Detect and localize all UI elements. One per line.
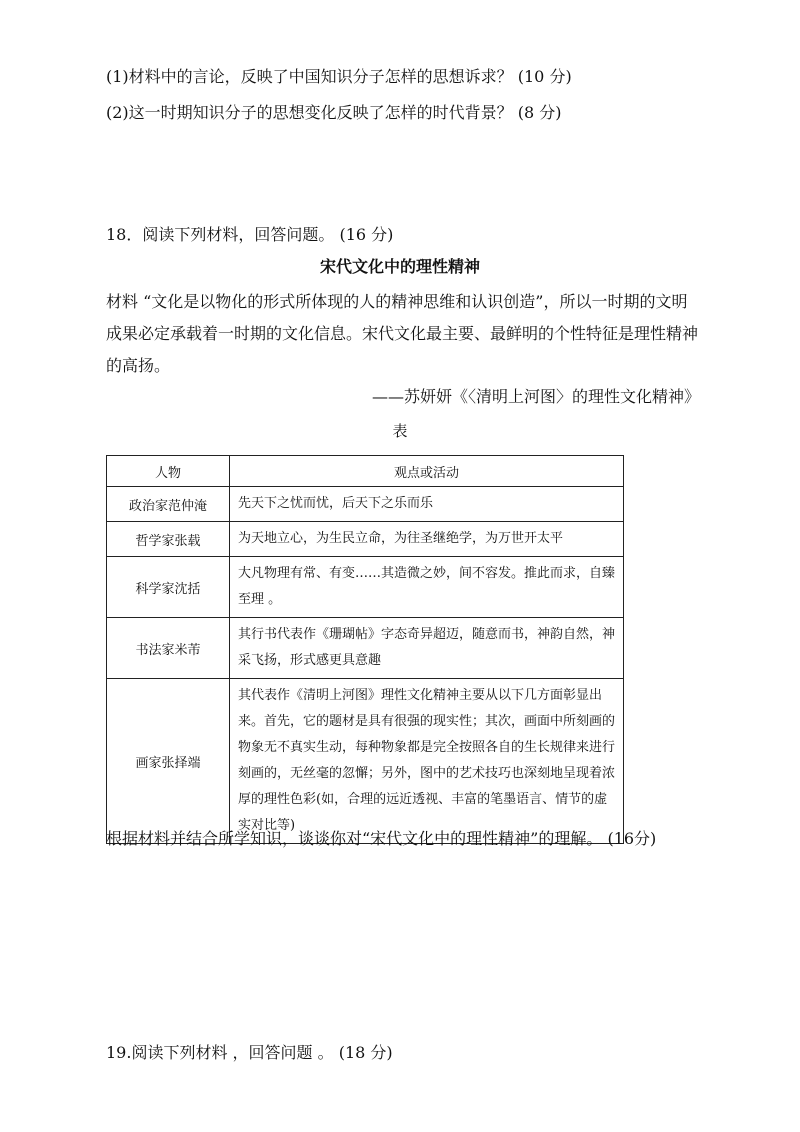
- table-caption: 表: [392, 422, 408, 440]
- question-17-part-1: (1)材料中的言论，反映了中国知识分子怎样的思想诉求？ (10 分): [106, 67, 572, 86]
- figures-table: [106, 455, 624, 844]
- table-row: [107, 679, 624, 844]
- table-row: [107, 487, 624, 522]
- view-cell: 其代表作《清明上河图》理性文化精神主要从以下几方面彰显出来。首先，它的题材是具有很强的现实性；其次，画面中所刻画的物象无不真实生动，每种物象都是完全按照各自的生长规律来进行刻画的，无丝毫的忽懈；另外，图中的艺术技巧也深刻地呈现着浓厚的理性色彩(如，合理的远近透视、丰富的笔墨语言、情节的虚实对比等): [230, 679, 624, 844]
- person-cell: 书法家米芾: [107, 618, 230, 679]
- material-title: 宋代文化中的理性精神: [319, 257, 480, 276]
- question-19-heading: 19.阅读下列材料 ，回答问题 。 (18 分): [106, 1043, 393, 1062]
- column-header-view: 观点或活动: [230, 456, 624, 487]
- person-cell: 画家张择端: [107, 679, 230, 844]
- table-row: [107, 618, 624, 679]
- view-cell: 其行书代表作《珊瑚帖》字态奇异超迈，随意而书，神韵自然，神采飞扬，形式感更具意趣: [230, 618, 624, 679]
- question-18-prompt: 根据材料并结合所学知识，谈谈你对“宋代文化中的理性精神”的理解。 (16分): [106, 829, 657, 848]
- table-header-row: [107, 456, 624, 487]
- material-source: ——苏妍妍《〈清明上河图〉的理性文化精神》: [371, 387, 700, 406]
- material-text: 材料 “文化是以物化的形式所体现的人的精神思维和认识创造”，所以一时期的文明成果必定承载着一时期的文化信息。宋代文化最主要、最鲜明的个性特征是理性精神的高扬。: [106, 292, 699, 375]
- view-cell: 为天地立心，为生民立命，为往圣继绝学，为万世开太平: [230, 522, 624, 557]
- view-cell: 大凡物理有常、有变……其造微之妙，间不容发。推此而求，自臻至理 。: [230, 557, 624, 618]
- person-cell: 政治家范仲淹: [107, 487, 230, 522]
- table-row: [107, 522, 624, 557]
- view-cell: 先天下之忧而忧，后天下之乐而乐: [230, 487, 624, 522]
- person-cell: 科学家沈括: [107, 557, 230, 618]
- person-cell: 哲学家张载: [107, 522, 230, 557]
- question-18-heading: 18．阅读下列材料，回答问题。 (16 分): [106, 225, 394, 244]
- column-header-person: 人物: [107, 456, 230, 487]
- table-row: [107, 557, 624, 618]
- question-17-part-2: (2)这一时期知识分子的思想变化反映了怎样的时代背景？ (8 分): [106, 103, 562, 122]
